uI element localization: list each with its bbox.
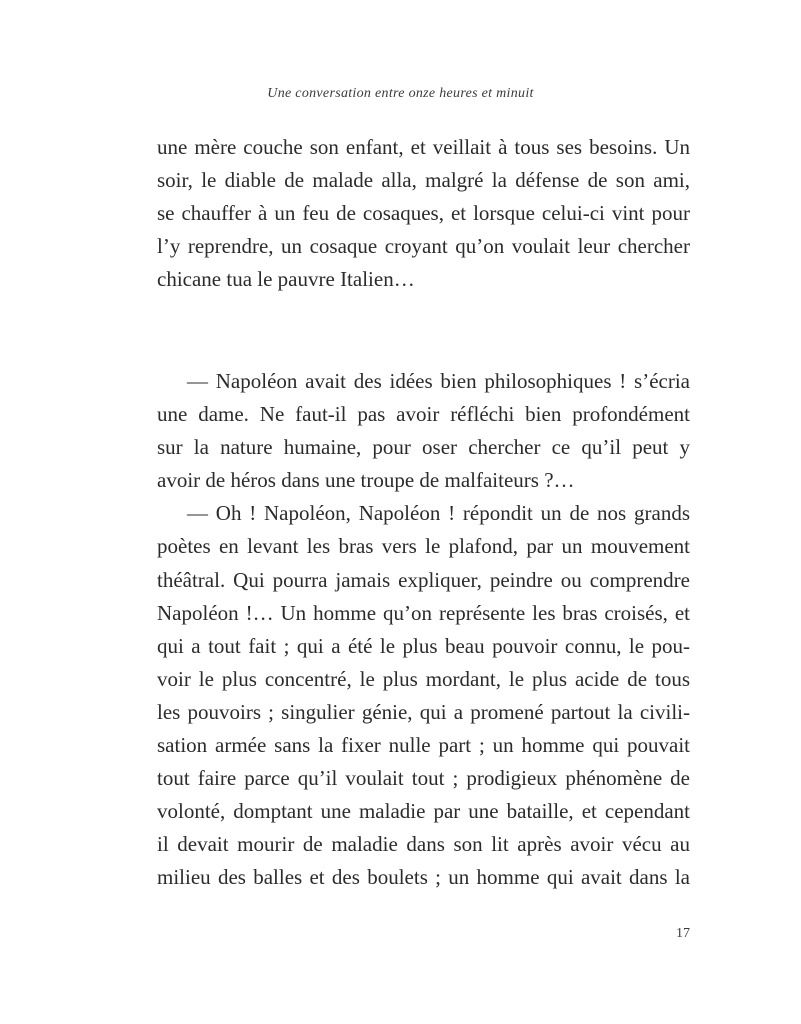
text-line: une dame. Ne faut-il pas avoir réfléchi bien profondément xyxy=(157,402,690,427)
text-line: — Napoléon avait des idées bien philosophiques ! s’écria xyxy=(187,369,690,393)
text-line: — Oh ! Napoléon, Napoléon ! répondit un de nos grands xyxy=(187,501,690,526)
page-number: 17 xyxy=(676,926,690,941)
text-line: sur la nature humaine, pour oser chercher ce qu’il peut y xyxy=(157,435,690,460)
text-line: les pouvoirs ; singulier génie, qui a promené partout la civili- xyxy=(157,699,690,724)
text-line: Napoléon !… Un homme qu’on représente les bras croisés, et xyxy=(157,600,690,625)
text-line: chicane tua le pauvre Italien… xyxy=(157,267,415,292)
paragraph-continuation xyxy=(157,131,690,296)
text-line: avoir de héros dans une troupe de malfaiteurs ?… xyxy=(157,468,575,493)
text-line: une mère couche son enfant, et veillait à tous ses besoins. Un xyxy=(157,135,690,159)
text-line: tout faire parce qu’il voulait tout ; prodigieux phénomène de xyxy=(157,766,690,791)
dialogue-section xyxy=(157,365,690,895)
text-line: poètes en levant les bras vers le plafond, par un mouvement xyxy=(157,534,690,559)
text-line: qui a tout fait ; qui a été le plus beau pouvoir connu, le pou- xyxy=(157,633,690,658)
text-line: l’y reprendre, un cosaque croyant qu’on voulait leur chercher xyxy=(157,234,690,259)
text-line: milieu des balles et des boulets ; un homme qui avait dans la xyxy=(157,865,690,890)
text-line: il devait mourir de maladie dans son lit après avoir vécu au xyxy=(157,832,690,857)
text-line: voir le plus concentré, le plus mordant, le plus acide de tous xyxy=(157,666,690,691)
text-line: théâtral. Qui pourra jamais expliquer, peindre ou comprendre xyxy=(157,567,690,592)
text-line: soir, le diable de malade alla, malgré la défense de son ami, xyxy=(157,168,690,193)
text-line: volonté, domptant une maladie par une bataille, et cependant xyxy=(157,799,690,824)
text-line: se chauffer à un feu de cosaques, et lorsque celui-ci vint pour xyxy=(157,201,690,226)
running-head: Une conversation entre onze heures et minuit xyxy=(267,86,534,101)
text-line: sation armée sans la fixer nulle part ; un homme qui pouvait xyxy=(157,733,690,758)
